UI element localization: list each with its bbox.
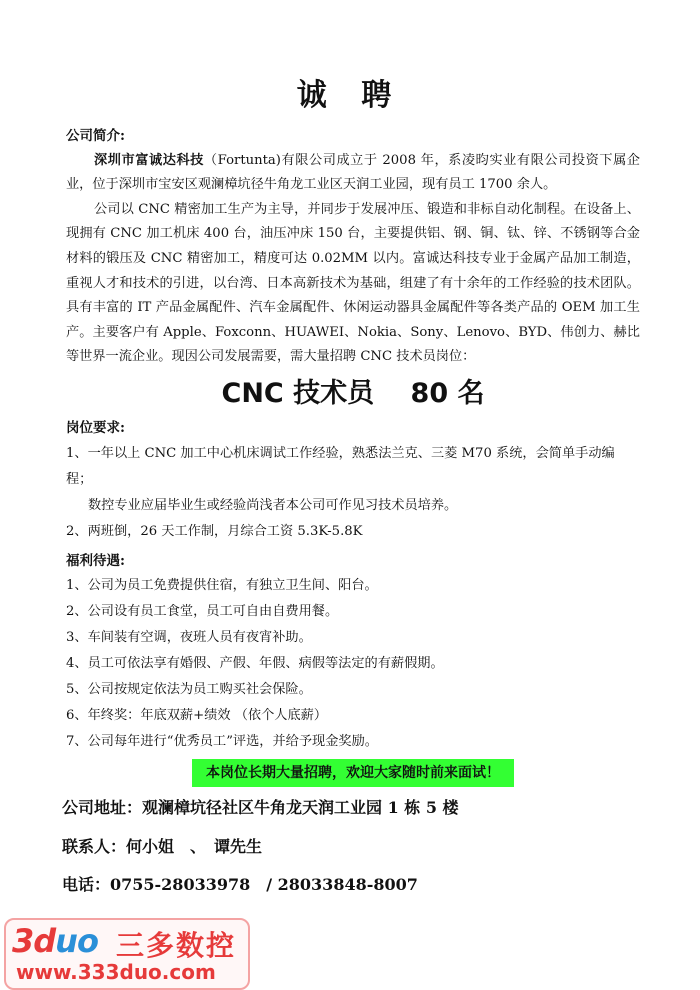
requirement-item-1-continuation: 数控专业应届毕业生或经验尚浅者本公司可作见习技术员培养。 bbox=[88, 497, 458, 513]
benefit-item-5: 5、公司按规定依法为员工购买社会保险。 bbox=[66, 682, 312, 698]
recruitment-highlight: 本岗位长期大量招聘，欢迎大家随时前来面试！ bbox=[192, 759, 514, 787]
watermark-url: www.333duo.com bbox=[16, 960, 216, 984]
company-name: 深圳市富诚达科技 bbox=[94, 152, 204, 168]
watermark-logo bbox=[12, 922, 98, 960]
benefit-item-3: 3、车间装有空调，夜班人员有夜宵补助。 bbox=[66, 630, 312, 646]
requirements-heading: 岗位要求: bbox=[66, 419, 125, 436]
intro-paragraph-2: 公司以 CNC 精密加工生产为主导，并同步于发展冲压、锻造和非标自动化制程。在设备上、现拥有 CNC 加工机床 400 台，油压冲床 150 台，主要提供铝、钢、铜、钛、锌、不锈钢等合金材料的锻压及 CNC 精密加工，精度可达 0.02MM 以内。富诚达科技专业于金属产品加工制造，重视人才和技术的引进，以台湾、日本高新技术为基础，组建了有十余年的工作经验的技术团队。具有丰富的 IT 产品金属配件、汽车金属配件、休闲运动器具金属配件等各类产品的 OEM 加工生产。主要客户有 Apple、Foxconn、HUAWEI、Nokia、Sony、Lenovo、BYD、伟创力、赫比等世界一流企业。现因公司发展需要，需大量招聘 CNC 技术员岗位： bbox=[66, 201, 640, 365]
requirement-item-2: 2、两班倒，26 天工作制，月综合工资 5.3K-5.8K bbox=[66, 523, 363, 539]
watermark-name: 三多数控 bbox=[116, 929, 237, 962]
company-address: 公司地址：观澜樟坑径社区牛角龙天润工业园 1 栋 5 楼 bbox=[62, 798, 459, 817]
benefit-item-1: 1、公司为员工免费提供住宿，有独立卫生间、阳台。 bbox=[66, 578, 378, 594]
page-title: 诚 聘 bbox=[296, 78, 404, 113]
benefit-item-6: 6、年终奖：年底双薪+绩效 （依个人底薪） bbox=[66, 708, 328, 724]
intro-paragraph-1-text: （Fortunta)有限公司成立于 2008 年，系凌昀实业有限公司投资下属企业，位于深圳市宝安区观澜樟坑径牛角龙工业区天润工业园，现有员工 1700 余人。 bbox=[66, 152, 640, 193]
watermark-logo-part-a: 3d bbox=[12, 922, 56, 960]
benefit-item-2: 2、公司设有员工食堂，员工可自由自费用餐。 bbox=[66, 604, 339, 620]
contact-phone: 电话：0755-28033978 / 28033848-8007 bbox=[62, 875, 418, 894]
site-watermark bbox=[4, 918, 250, 990]
benefit-item-4: 4、员工可依法享有婚假、产假、年假、病假等法定的有薪假期。 bbox=[66, 656, 444, 672]
highlight-row bbox=[66, 759, 640, 787]
intro-heading: 公司简介: bbox=[66, 128, 125, 144]
document-body bbox=[66, 124, 640, 787]
benefit-item-7: 7、公司每年进行“优秀员工”评选，并给予现金奖励。 bbox=[66, 734, 378, 750]
watermark-logo-part-b: uo bbox=[55, 922, 98, 960]
contact-persons: 联系人：何小姐 、 谭先生 bbox=[62, 837, 263, 856]
requirement-item-1: 1、一年以上 CNC 加工中心机床调试工作经验，熟悉法兰克、三菱 M70 系统，会简单手动编程； bbox=[66, 445, 615, 487]
intro-paragraph-1 bbox=[66, 149, 640, 198]
position-title: CNC 技术员 80 名 bbox=[221, 377, 485, 409]
benefits-heading: 福利待遇: bbox=[66, 552, 125, 569]
